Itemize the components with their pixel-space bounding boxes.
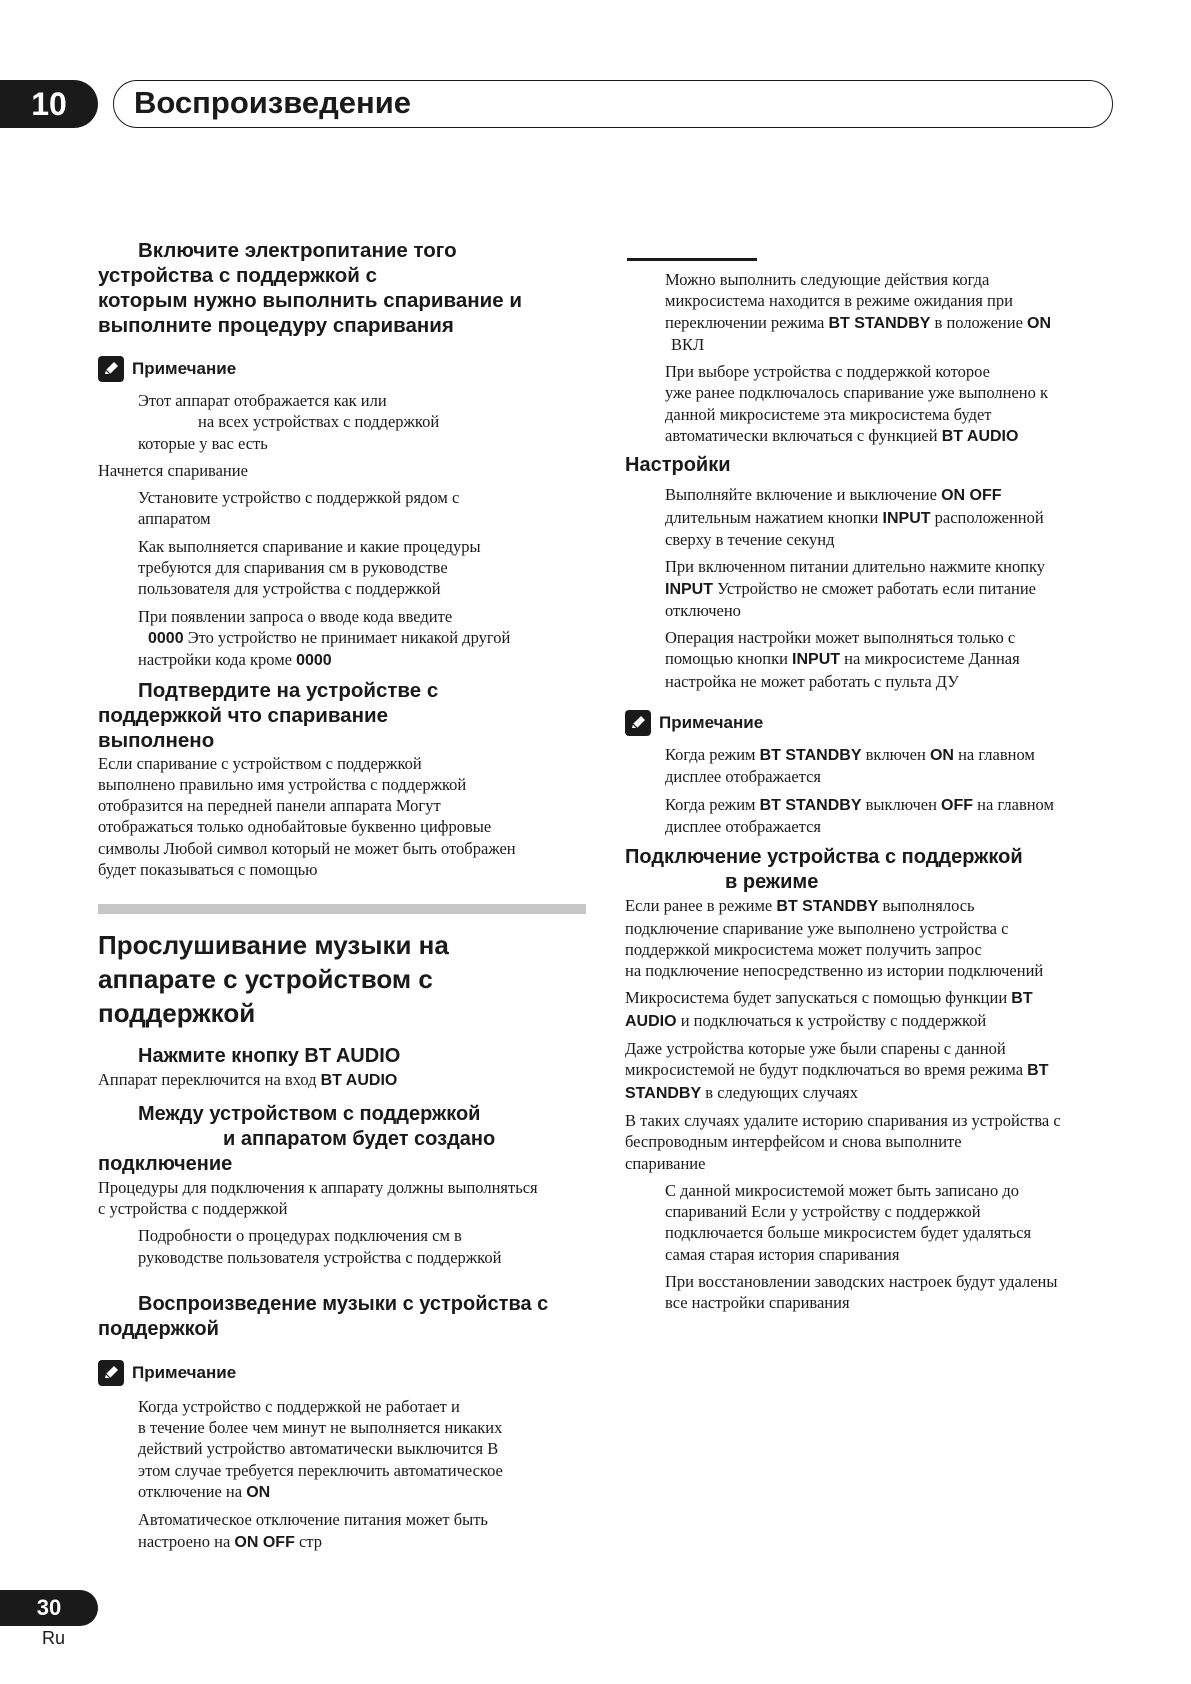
intro-bullet-1: Можно выполнить следующие действия когда микросистема находится в режиме ожидания при переключении режима BT STANDBY в положение ON ВКЛ (665, 270, 1052, 354)
note-3: Примечание (625, 710, 1112, 736)
step-2-para: Процедуры для подключения к аппарату должны выполняться с устройства с поддержкой (98, 1177, 538, 1218)
connect-bullet-2: При восстановлении заводских настроек будут удалены все настройки спаривания (665, 1271, 1058, 1313)
note-2: Примечание (98, 1360, 588, 1386)
right-column (625, 258, 1112, 1314)
confirm-paragraph: Если спаривание с устройством с поддержкой выполнено правильно имя устройства с поддержкой отобразится на передней панели аппарата Могут отображаться только однобайтовые буквенно цифровые символы Любой символ который не может быть отображен будет показываться с помощью (98, 753, 516, 880)
bullet-b: Как выполняется спаривание и какие процедуры требуются для спаривания см в руководстве пользователя для устройства с поддержкой (138, 536, 481, 599)
step-2-heading: Между устройством с поддержкой и аппаратом будет создано подключение (98, 1102, 496, 1175)
step-5-heading: Подтвердите на устройстве с поддержкой что спаривание выполнено (98, 678, 439, 752)
note-1: Примечание (98, 356, 588, 382)
chapter-header (113, 80, 1113, 128)
pairing-start: Начнется спаривание (98, 460, 248, 480)
section-divider (98, 904, 586, 914)
step-4-heading: Включите электропитание того устройства с поддержкой с которым нужно выполнить спаривание и выполните процедуру спаривания (98, 239, 522, 337)
step-2-detail: Подробности о процедурах подключения см в руководстве пользователя устройства с поддержкой (138, 1226, 502, 1267)
page-number: 30 (0, 1590, 98, 1626)
connect-heading: Подключение устройства с поддержкой в режиме (625, 846, 1023, 894)
bullet-c: При появлении запроса о вводе кода введите 0000 Это устройство не принимает никакой другой настройки кода кроме 0000 (138, 606, 511, 670)
pencil-icon (625, 710, 651, 736)
language-code: Ru (42, 1628, 66, 1648)
connect-para-1: Если ранее в режиме BT STANDBY выполнялось подключение спаривание уже выполнено устройства с поддержкой микросистема может получить запрос на подключение непосредственно из истории подключений (625, 896, 1044, 981)
intro-bullet-2: При выборе устройства с поддержкой которое уже ранее подключалось спаривание уже выполнено к данной микросистеме эта микросистема будет автоматически включаться с функцией BT AUDIO (665, 362, 1048, 446)
note-3-bullet-1: Когда режим BT STANDBY включен ON на главном дисплее отображается (665, 745, 1035, 787)
chapter-number: 10 (0, 80, 98, 128)
left-column (98, 238, 588, 1553)
step-1-heading: Нажмите кнопку BT AUDIO (138, 1045, 401, 1068)
note-2-bullet-2: Автоматическое отключение питания может быть настроено на ON OFF стр (138, 1510, 488, 1551)
connect-para-4: В таких случаях удалите историю спаривания из устройства с беспроводным интерфейсом и снова выполните спаривание (625, 1110, 1061, 1173)
connect-para-2: Микросистема будет запускаться с помощью функции BT AUDIO и подключаться к устройству с поддержкой (625, 988, 1033, 1030)
section-title: Прослушивание музыки на аппарате с устройством с поддержкой (98, 930, 449, 1029)
settings-bullet-1: Выполняйте включение и выключение ON OFF длительным нажатием кнопки INPUT расположенной сверху в течение секунд (665, 485, 1044, 549)
settings-bullet-3: Операция настройки может выполняться только с помощью кнопки INPUT на микросистеме Данная настройка не может работать с пульта ДУ (665, 628, 1020, 691)
settings-heading: Настройки (625, 454, 731, 477)
step-3-heading: Воспроизведение музыки с устройства с поддержкой (98, 1292, 549, 1340)
chapter-title: Воспроизведение (134, 85, 412, 120)
pencil-icon (98, 356, 124, 382)
note-2-bullet-1: Когда устройство с поддержкой не работает и в течение более чем минут не выполняется никаких действий устройство автоматически выключится В этом случае требуется переключить автоматическое отключение на ON (138, 1396, 503, 1502)
connect-para-3: Даже устройства которые уже были спарены с данной микросистемой не будут подключаться во время режима BT STANDBY в следующих случаях (625, 1039, 1049, 1102)
step-1-desc: Аппарат переключится на вход BT AUDIO (98, 1070, 398, 1090)
settings-bullet-2: При включенном питании длительно нажмите кнопку INPUT Устройство не сможет работать если питание отключено (665, 557, 1046, 620)
note-1-text: Этот аппарат отображается как или на всех устройствах с поддержкой которые у вас есть (138, 391, 440, 453)
connect-bullet-1: С данной микросистемой может быть записано до спариваний Если у устройству с поддержкой подключается больше микросистем будет удаляться самая старая история спаривания (665, 1180, 1032, 1264)
pencil-icon (98, 1360, 124, 1386)
note-3-bullet-2: Когда режим BT STANDBY выключен OFF на главном дисплее отображается (665, 794, 1054, 836)
bullet-a: Установите устройство с поддержкой рядом с аппаратом (138, 488, 460, 529)
